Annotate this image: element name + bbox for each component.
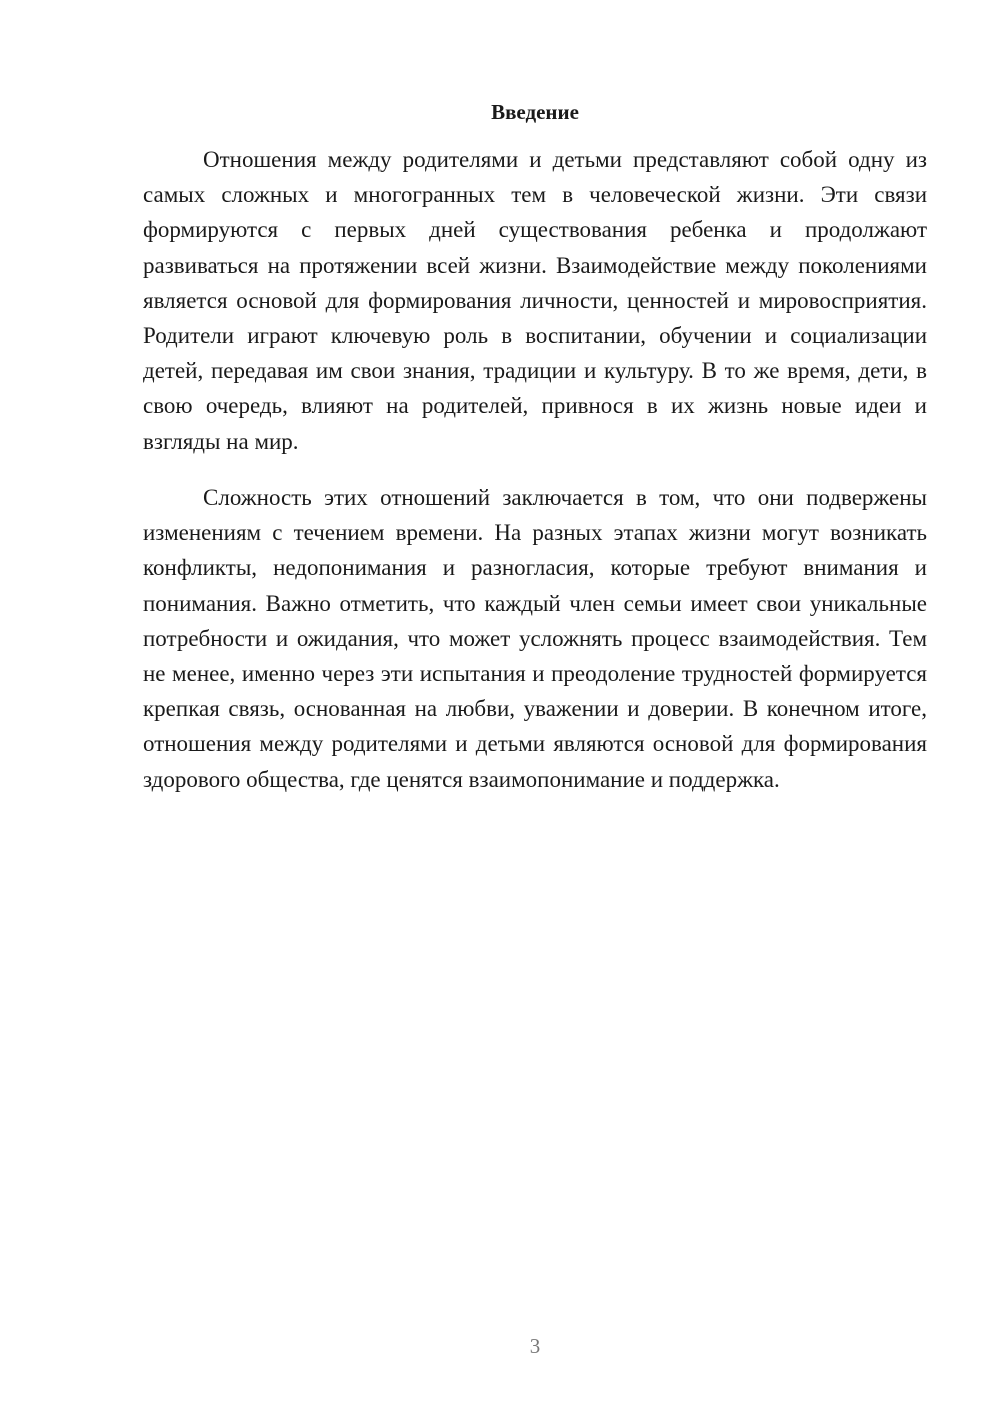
paragraph-2: Сложность этих отношений заключается в том, что они подвержены изменениям с течением времени. На разных этапах жизни могут возникать конфликты, недопонимания и разногласия, которые требуют внимания и понимания. Важно отметить, что каждый член семьи имеет свои уникальные потребности и ожидания, что может усложнять процесс взаимодействия. Тем не менее, именно через эти испытания и преодоление трудностей формируется крепкая связь, основанная на любви, уважении и доверии. В конечном итоге, отношения между родителями и детьми являются основой для формирования здорового общества, где ценятся взаимопонимание и поддержка. [143,485,927,792]
page-number: 3 [529,1334,541,1358]
page-title: Введение [491,100,579,124]
paragraph-1: Отношения между родителями и детьми представляют собой одну из самых сложных и многогранных тем в человеческой жизни. Эти связи формируются с первых дней существования ребенка и продолжают развиваться на протяжении всей жизни. Взаимодействие между поколениями является основой для формирования личности, ценностей и мировосприятия. Родители играют ключевую роль в воспитании, обучении и социализации детей, передавая им свои знания, традиции и культуру. В то же время, дети, в свою очередь, влияют на родителей, привнося в их жизнь новые идеи и взгляды на мир. [143,147,927,454]
